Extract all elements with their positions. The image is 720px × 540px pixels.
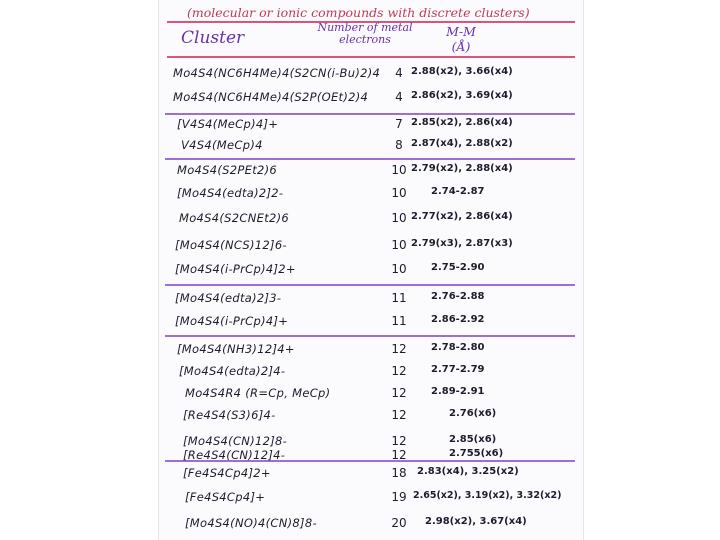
cluster-formula: Mo4S4(NC6H4Me)4(S2CN(i-Bu)2)4 — [173, 66, 381, 80]
mm-distance: 2.78-2.80 — [431, 342, 485, 353]
table-row — [159, 138, 583, 160]
cluster-formula: [Mo4S4(i-PrCp)4]2+ — [175, 262, 296, 276]
metal-electrons: 12 — [391, 434, 407, 448]
metal-electrons: 10 — [391, 163, 407, 177]
group-divider — [165, 113, 575, 115]
table-row — [159, 211, 583, 233]
metal-electrons: 11 — [391, 291, 407, 305]
cluster-formula: [Mo4S4(CN)12]8- — [183, 434, 288, 448]
mm-distance: 2.76(x6) — [449, 408, 497, 419]
table-row — [159, 314, 583, 336]
cluster-formula: Mo4S4(NC6H4Me)4(S2P(OEt)2)4 — [173, 90, 369, 104]
metal-electrons: 4 — [395, 90, 403, 104]
metal-electrons: 10 — [391, 186, 407, 200]
table-row — [159, 238, 583, 260]
metal-electrons: 19 — [391, 490, 407, 504]
cluster-formula: [Fe4S4Cp4]2+ — [183, 466, 271, 480]
cluster-formula: Mo4S4(S2PEt2)6 — [177, 163, 278, 177]
cluster-formula: [Mo4S4(edta)2]2- — [177, 186, 284, 200]
metal-electrons: 12 — [391, 386, 407, 400]
cluster-formula: [Fe4S4Cp4]+ — [185, 490, 266, 504]
table-row — [159, 516, 583, 538]
table-row — [159, 386, 583, 408]
cluster-formula: V4S4(MeCp)4 — [181, 138, 263, 152]
mm-distance: 2.74-2.87 — [431, 186, 485, 197]
cluster-formula: Mo4S4(S2CNEt2)6 — [179, 211, 290, 225]
table-row — [159, 466, 583, 488]
metal-electrons: 11 — [391, 314, 407, 328]
cluster-formula: [Mo4S4(i-PrCp)4]+ — [175, 314, 289, 328]
cluster-formula: [Mo4S4(edta)2]3- — [175, 291, 282, 305]
mm-distance: 2.76-2.88 — [431, 291, 485, 302]
table-row — [159, 117, 583, 139]
metal-electrons: 4 — [395, 66, 403, 80]
table-row — [159, 66, 583, 88]
metal-electrons: 18 — [391, 466, 407, 480]
metal-electrons: 8 — [395, 138, 403, 152]
mm-distance: 2.85(x2), 2.86(x4) — [411, 117, 513, 128]
metal-electrons: 20 — [391, 516, 407, 530]
table-row — [159, 490, 583, 512]
mm-distance: 2.86-2.92 — [431, 314, 485, 325]
metal-electrons: 12 — [391, 342, 407, 356]
handwritten-sheet — [158, 0, 584, 540]
cluster-formula: [Mo4S4(edta)2]4- — [179, 364, 286, 378]
cluster-formula: [Mo4S4(NCS)12]6- — [175, 238, 287, 252]
cluster-formula: [Re4S4(S3)6]4- — [183, 408, 276, 422]
mm-distance: 2.86(x2), 3.69(x4) — [411, 90, 513, 101]
metal-electrons: 10 — [391, 211, 407, 225]
mm-distance: 2.98(x2), 3.67(x4) — [425, 516, 527, 527]
mm-distance: 2.85(x6) — [449, 434, 497, 445]
cluster-formula: [Mo4S4(NO)4(CN)8]8- — [185, 516, 317, 530]
metal-electrons: 10 — [391, 238, 407, 252]
mm-distance: 2.83(x4), 3.25(x2) — [417, 466, 519, 477]
table-row — [159, 364, 583, 386]
mm-distance: 2.75-2.90 — [431, 262, 485, 273]
mm-distance: 2.77-2.79 — [431, 364, 485, 375]
column-header-cluster: Cluster — [181, 28, 245, 48]
table-row — [159, 186, 583, 208]
table-row — [159, 408, 583, 430]
table-row — [159, 342, 583, 364]
mm-distance: 2.79(x3), 2.87(x3) — [411, 238, 513, 249]
metal-electrons: 10 — [391, 262, 407, 276]
mm-distance: 2.88(x2), 3.66(x4) — [411, 66, 513, 77]
mm-distance: 2.89-2.91 — [431, 386, 485, 397]
mm-distance: 2.87(x4), 2.88(x2) — [411, 138, 513, 149]
cluster-formula: [Mo4S4(NH3)12]4+ — [177, 342, 295, 356]
mm-distance: 2.65(x2), 3.19(x2), 3.32(x2) — [413, 490, 562, 501]
table-row — [159, 291, 583, 313]
cluster-formula: Mo4S4R4 (R=Cp, MeCp) — [185, 386, 331, 400]
column-header-electrons: Number of metal electrons — [317, 21, 413, 46]
header-underline — [167, 56, 575, 58]
mm-distance: 2.79(x2), 2.88(x4) — [411, 163, 513, 174]
mm-distance: 2.755(x6) — [449, 448, 504, 459]
cluster-formula: [V4S4(MeCp)4]+ — [177, 117, 279, 131]
metal-electrons: 12 — [391, 364, 407, 378]
table-row — [159, 262, 583, 284]
column-header-distance-line2: (Å) — [451, 39, 471, 54]
cluster-formula: [Re4S4(CN)12]4- — [183, 448, 286, 462]
metal-electrons: 12 — [391, 408, 407, 422]
metal-electrons: 12 — [391, 448, 407, 462]
metal-electrons: 7 — [395, 117, 403, 131]
column-header-distance-line1: M-M — [446, 24, 476, 39]
mm-distance: 2.77(x2), 2.86(x4) — [411, 211, 513, 222]
column-header-distance — [425, 24, 497, 54]
table-subtitle: (molecular or ionic compounds with discrete clusters) — [187, 5, 530, 20]
group-divider — [165, 284, 575, 286]
table-row — [159, 163, 583, 185]
table-row — [159, 90, 583, 112]
